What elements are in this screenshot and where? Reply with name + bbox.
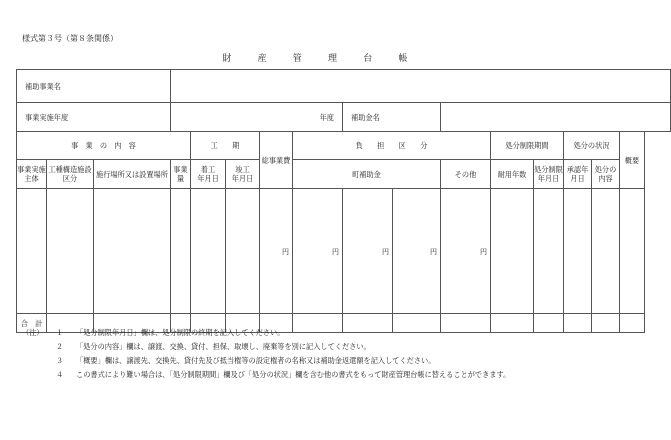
town-subsidy-header: 町補助金 — [293, 160, 441, 189]
project-name-value[interactable] — [171, 70, 671, 103]
town-subsidy-cell-2[interactable] — [343, 189, 393, 314]
note-item — [22, 326, 596, 340]
disposal-limit-date-cell[interactable] — [534, 189, 564, 314]
disposal-content-header: 処分の内容 — [592, 160, 620, 189]
title-char: 管 — [292, 54, 302, 64]
title-char: 台 — [363, 54, 373, 64]
header-row-2 — [17, 160, 671, 189]
note-number: ２ — [56, 342, 64, 351]
title-char: 理 — [328, 54, 338, 64]
yen-unit: 円 — [382, 247, 389, 256]
notes-lead: （注） — [22, 328, 44, 337]
facility-type-cell[interactable] — [47, 189, 94, 314]
title-char: 産 — [257, 54, 267, 64]
fiscal-year-row — [17, 103, 671, 132]
town-subsidy-cell-1[interactable] — [293, 189, 343, 314]
yen-unit: 円 — [282, 247, 289, 256]
note-text: 「概要」欄は、譲渡先、交換先、貸付先及び抵当権等の設定権者の名称又は補助金返還額を記入してください。 — [76, 356, 436, 365]
total-label: 合 計 — [17, 314, 47, 333]
yen-unit: 円 — [430, 247, 437, 256]
overview-header: 概要 — [620, 132, 645, 189]
note-number: ３ — [56, 356, 64, 365]
burden-category-header: 負 担 区 分 — [293, 132, 491, 160]
completion-label: 竣工 — [235, 165, 250, 174]
note-item — [22, 368, 596, 382]
project-name-row — [17, 70, 671, 103]
useful-life-cell[interactable] — [491, 189, 534, 314]
header-row-1 — [17, 132, 671, 160]
total-cell[interactable] — [620, 314, 645, 333]
title-char: 帳 — [398, 54, 408, 64]
start-date-label: 年月日 — [197, 174, 219, 183]
disposal-content-cell[interactable] — [592, 189, 620, 314]
note-text: 「処分の内容」欄は、譲渡、交換、貸付、担保、取壊し、廃棄等を別に記入してください。 — [76, 342, 371, 351]
construction-period-header: 工 期 — [191, 132, 260, 160]
town-subsidy-cell-3[interactable] — [393, 189, 441, 314]
notes-section — [22, 326, 596, 382]
location-cell[interactable] — [94, 189, 171, 314]
quantity-header: 事業量 — [171, 160, 191, 189]
disposal-limit-date-header: 処分制限年月日 — [534, 160, 564, 189]
property-ledger-table — [16, 69, 671, 333]
note-number: ４ — [56, 370, 64, 379]
completion-header — [226, 160, 260, 189]
approval-date-header: 承認年月日 — [564, 160, 592, 189]
fiscal-year-value[interactable] — [171, 103, 343, 132]
note-number: １ — [56, 328, 64, 337]
note-text: この書式により難い場合は、「処分制限期間」欄及び「処分の状況」欄を含む他の書式をもって財産管理台帳に替えることができます。 — [76, 370, 511, 379]
location-header: 施行場所又は設置場所 — [94, 160, 171, 189]
start-date-cell[interactable] — [191, 189, 226, 314]
note-text: 「処分制限年月日」欄は、処分制限の終期を記入してください。 — [76, 328, 285, 337]
useful-life-header: 耐用年数 — [491, 160, 534, 189]
project-name-label: 補助事業名 — [17, 70, 171, 103]
subsidy-name-value[interactable] — [441, 103, 671, 132]
document-title — [0, 51, 630, 64]
completion-date-cell[interactable] — [226, 189, 260, 314]
total-cost-cell[interactable] — [260, 189, 293, 314]
completion-date-label: 年月日 — [231, 174, 254, 183]
entity-cell[interactable] — [17, 189, 47, 314]
year-suffix: 年度 — [319, 112, 334, 122]
yen-unit: 円 — [480, 247, 487, 256]
title-char: 財 — [222, 54, 232, 64]
approval-date-cell[interactable] — [564, 189, 592, 314]
entry-row — [17, 189, 671, 314]
business-content-header: 事 業 の 内 容 — [17, 132, 191, 160]
note-item — [22, 354, 596, 368]
start-label: 着工 — [200, 165, 216, 174]
total-cost-header: 総事業費 — [260, 132, 293, 189]
subsidy-name-label: 補助金名 — [343, 103, 441, 132]
quantity-cell[interactable] — [171, 189, 191, 314]
overview-cell[interactable] — [620, 189, 645, 314]
disposal-limit-period-header: 処分制限期間 — [491, 132, 564, 160]
form-number-label: 様式第３号（第８条関係） — [22, 34, 118, 43]
start-header — [191, 160, 226, 189]
implementing-entity-header: 事業実施主体 — [17, 160, 47, 189]
other-cell[interactable] — [441, 189, 491, 314]
disposal-status-header: 処分の状況 — [564, 132, 620, 160]
fiscal-year-label: 事業実施年度 — [17, 103, 171, 132]
note-item — [22, 340, 596, 354]
facility-type-header: 工種構造施設区分 — [47, 160, 94, 189]
yen-unit: 円 — [332, 247, 339, 256]
other-header: その他 — [441, 160, 491, 189]
